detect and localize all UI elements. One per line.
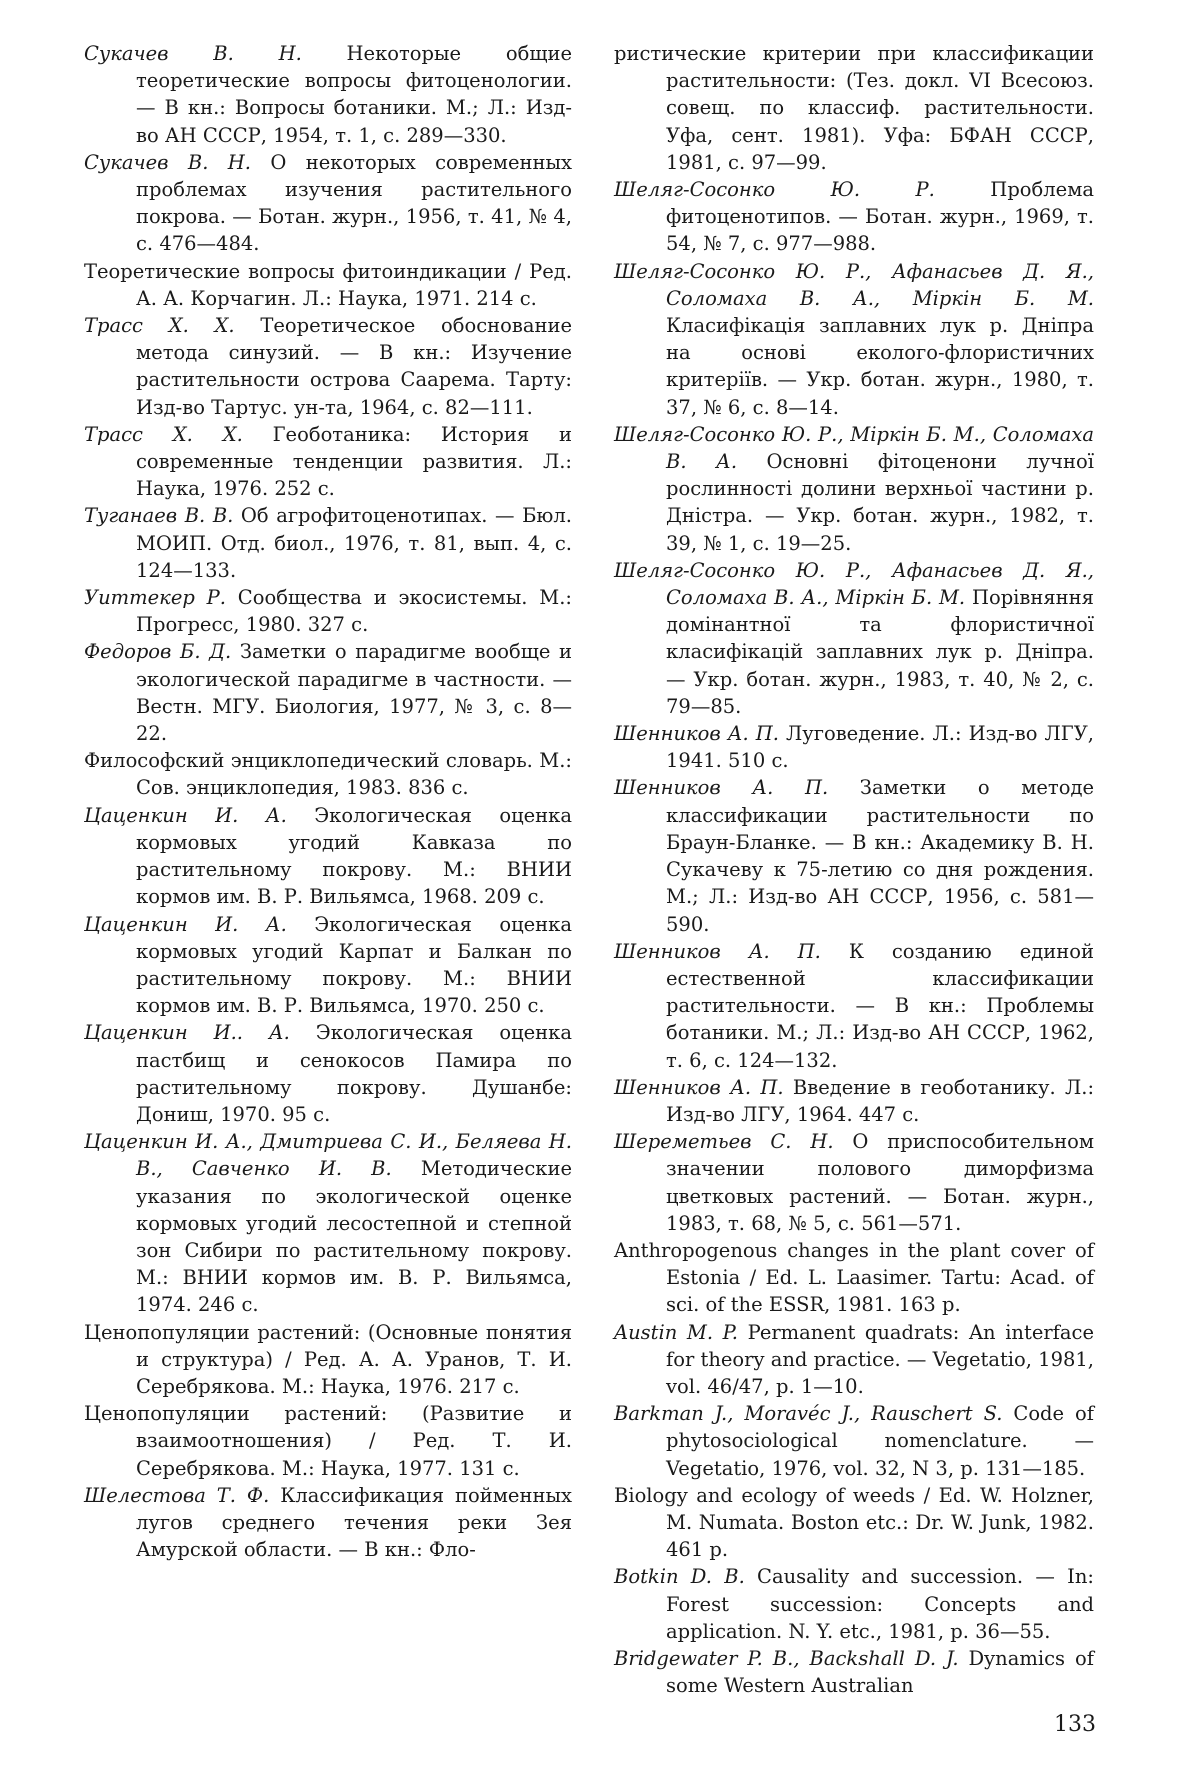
reference-text: Dynamics of some Western Australian: [666, 1646, 1094, 1698]
reference-entry: [614, 176, 1094, 258]
reference-author: Botkin D. B.: [614, 1565, 745, 1589]
reference-author: Федоров Б. Д.: [84, 640, 232, 664]
reference-entry: [614, 258, 1094, 421]
reference-entry: [614, 1128, 1094, 1237]
reference-text: Основні фітоценони лучної рослинності долини верхньої частини р. Дністра. — Укр. ботан. журн., 1982, т. 39, № 1, с. 19—25.: [666, 450, 1094, 555]
reference-text: ристические критерии при классификации растительности: (Тез. докл. VI Всесоюз. совещ. по классиф. растительности. Уфа, сент. 1981). Уфа: БФАН СССР, 1981, с. 97—99.: [614, 42, 1094, 174]
reference-author: Сукачев В. Н.: [84, 42, 302, 65]
reference-author: Austin M. P.: [614, 1320, 738, 1344]
reference-entry: [614, 421, 1094, 557]
reference-author: Barkman J., Moravéc J., Rauschert S.: [614, 1402, 1003, 1426]
reference-text: Геоботаника: История и современные тенденции развития. Л.: Наука, 1976. 252 с.: [136, 422, 572, 501]
reference-author: Цаценкин И. А.: [84, 912, 287, 936]
reference-text: Code of phytosociological nomenclature. — Vegetatio, 1976, vol. 32, N 3, p. 131—185.: [666, 1402, 1094, 1480]
reference-entry: [614, 1074, 1094, 1128]
reference-text: Классификация пойменных лугов среднего течения реки Зея Амурской области. — В кн.: Фло-: [136, 1483, 572, 1562]
reference-text: Заметки о методе классификации растительности по Браун-Бланке. — В кн.: Академику В. Н. Сукачеву к 75-летию со дня рождения. М.; Л.: Изд-во АН СССР, 1956, с. 581—590.: [666, 776, 1095, 936]
reference-text: Теоретическое обоснование метода синузий. — В кн.: Изучение растительности острова Саарема. Тарту: Изд-во Тартус. ун-та, 1964, с. 82—111.: [136, 314, 572, 419]
reference-text: Класифікація заплавних лук р. Дніпра на основі еколого-флористичних критеріїв. — Укр. ботан. журн., 1980, т. 37, № 6, с. 8—14.: [666, 314, 1094, 419]
reference-entry: [614, 1319, 1094, 1401]
reference-text: Некоторые общие теоретические вопросы фитоценологии. — В кн.: Вопросы ботаники. М.; Л.: Изд-во АН СССР, 1954, т. 1, с. 289—330.: [136, 42, 572, 147]
reference-entry: [84, 258, 572, 312]
reference-text: Permanent quadrats: An interface for theory and practice. — Vegetatio, 1981, vol. 46/47, p. 1—10.: [666, 1320, 1094, 1398]
reference-text: Луговедение. Л.: Изд-во ЛГУ, 1941. 510 с.: [666, 722, 1095, 773]
reference-entry: [614, 774, 1094, 937]
reference-author: Уиттекер Р.: [84, 586, 226, 610]
reference-entry: [84, 40, 572, 149]
reference-entry: [84, 1400, 572, 1482]
reference-entry: [614, 1237, 1094, 1319]
reference-text: Экологическая оценка кормовых угодий Кавказа по растительному покрову. М.: ВНИИ кормов им. В. Р. Вильямса, 1968. 209 с.: [136, 803, 572, 909]
reference-text: Anthropogenous changes in the plant cover of Estonia / Ed. L. Laasimer. Tartu: Acad. of sci. of the ESSR, 1981. 163 p.: [614, 1238, 1094, 1317]
reference-text: Об агрофитоценотипах. — Бюл. МОИП. Отд. биол., 1976, т. 81, вып. 4, с. 124—133.: [136, 504, 572, 582]
reference-author: Сукачев В. Н.: [84, 150, 252, 174]
reference-entry: [84, 638, 572, 747]
reference-entry: [84, 584, 572, 638]
reference-text: Экологическая оценка пастбищ и сенокосов Памира по растительному покрову. Душанбе: Дониш, 1970. 95 с.: [136, 1021, 572, 1126]
reference-entry: [84, 747, 572, 801]
reference-text: Введение в геоботанику. Л.: Изд-во ЛГУ, 1964. 447 с.: [666, 1075, 1095, 1126]
reference-entry: [84, 1128, 572, 1318]
reference-entry: [84, 1482, 572, 1564]
reference-text: О приспособительном значении полового диморфизма цветковых растений. — Ботан. журн., 1983, т. 68, № 5, с. 561—571.: [666, 1130, 1094, 1235]
reference-entry: [84, 312, 572, 421]
reference-author: Туганаев В. В.: [84, 504, 234, 528]
reference-entry: [84, 502, 572, 584]
left-column: [84, 40, 572, 1563]
reference-entry: [614, 938, 1094, 1074]
reference-text: Методические указания по экологической оценке кормовых угодий лесостепной и степной зон Сибири по растительному покрову. М.: ВНИИ кормов им. В. Р. Вильямса, 1974. 246 с.: [136, 1157, 572, 1317]
reference-author: Шенников А. П.: [614, 939, 821, 963]
page-number: 133: [1054, 1712, 1096, 1737]
reference-author: Шеляг-Сосонко Ю. Р.: [614, 178, 935, 202]
reference-text: Экологическая оценка кормовых угодий Карпат и Балкан по растительному покрову. М.: ВНИИ кормов им. В. Р. Вильямса, 1970. 250 с.: [136, 912, 572, 1018]
reference-entry: [614, 720, 1094, 774]
reference-author: Шеляг-Сосонко Ю. Р., Афанасьев Д. Я., Соломаха В. А., Міркін Б. М.: [614, 558, 1094, 610]
reference-entry: [84, 149, 572, 258]
reference-text: Ценопопуляции растений: (Развитие и взаимоотношения) / Ред. Т. И. Серебрякова. М.: Наука, 1977. 131 с.: [84, 1402, 572, 1480]
reference-entry: [84, 802, 572, 911]
reference-author: Цаценкин И.. А.: [84, 1021, 290, 1045]
reference-text: Causality and succession. — In: Forest succession: Concepts and application. N. Y. etc., 1981, p. 36—55.: [666, 1565, 1094, 1643]
reference-author: Шеляг-Сосонко Ю. Р., Міркін Б. М., Соломаха В. А.: [614, 422, 1094, 474]
reference-author: Шенников А. П.: [614, 776, 829, 800]
reference-text: Biology and ecology of weeds / Ed. W. Holzner, M. Numata. Boston etc.: Dr. W. Junk, 1982. 461 p.: [614, 1483, 1094, 1562]
reference-text: Порівняння домінантної та флористичної класифікацій заплавних лук р. Дніпра. — Укр. ботан. журн., 1983, т. 40, № 2, с. 79—85.: [666, 586, 1094, 718]
reference-text: Заметки о парадигме вообще и экологической парадигме в частности. — Вестн. МГУ. Биология, 1977, № 3, с. 8—22.: [136, 640, 573, 746]
reference-author: Шенников А. П.: [614, 722, 779, 746]
reference-text: Проблема фитоценотипов. — Ботан. журн., 1969, т. 54, № 7, с. 977—988.: [666, 178, 1094, 256]
reference-author: Трасс Х. Х.: [84, 422, 243, 446]
reference-text: Ценопопуляции растений: (Основные понятия и структура) / Ред. А. А. Уранов, Т. И. Серебрякова. М.: Наука, 1976. 217 с.: [84, 1320, 572, 1398]
reference-author: Цаценкин И. А.: [84, 803, 287, 827]
reference-entry: [84, 1319, 572, 1401]
reference-text: Теоретические вопросы фитоиндикации / Ред. А. А. Корчагин. Л.: Наука, 1971. 214 с.: [84, 259, 572, 310]
reference-entry: [614, 40, 1094, 176]
reference-entry: [84, 911, 572, 1020]
right-column: [614, 40, 1094, 1699]
reference-entry: [614, 1563, 1094, 1645]
reference-author: Шеляг-Сосонко Ю. Р., Афанасьев Д. Я., Соломаха В. А., Міркін Б. М.: [614, 259, 1094, 310]
reference-author: Bridgewater P. B., Backshall D. J.: [614, 1646, 959, 1670]
reference-entry: [84, 421, 572, 503]
reference-entry: [614, 1645, 1094, 1699]
reference-author: Шереметьев С. Н.: [614, 1130, 834, 1154]
reference-author: Шелестова Т. Ф.: [84, 1483, 270, 1507]
reference-text: Философский энциклопедический словарь. М.: Сов. энциклопедия, 1983. 836 с.: [84, 749, 572, 800]
reference-text: К созданию единой естественной классификации растительности. — В кн.: Проблемы ботаники. М.; Л.: Изд-во АН СССР, 1962, т. 6, с. 124—132.: [666, 939, 1094, 1072]
reference-entry: [84, 1019, 572, 1128]
reference-entry: [614, 557, 1094, 720]
reference-text: О некоторых современных проблемах изучения растительного покрова. — Ботан. журн., 1956, т. 41, № 4, с. 476—484.: [136, 150, 572, 256]
reference-author: Цаценкин И. А., Дмитриева С. И., Беляева Н. В., Савченко И. В.: [84, 1130, 572, 1181]
reference-text: Сообщества и экосистемы. М.: Прогресс, 1980. 327 с.: [136, 586, 572, 637]
reference-author: Трасс Х. Х.: [84, 314, 235, 338]
reference-entry: [614, 1482, 1094, 1564]
reference-author: Шенников А. П.: [614, 1075, 784, 1099]
reference-entry: [614, 1400, 1094, 1482]
